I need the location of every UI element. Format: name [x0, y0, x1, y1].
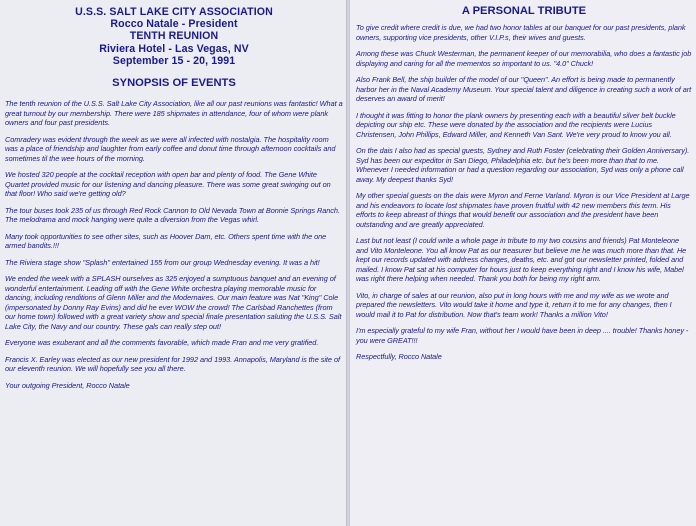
tribute-paragraph: To give credit where credit is due, we had two honor tables at our banquet for our past presidents, plank owners, supporting vice presidents, other V.I.P.s, their wives and guests.: [356, 23, 686, 42]
tribute-paragraph: Among these was Chuck Westerman, the permanent keeper of our memorabilia, who does a fantastic job displaying and caring for all the mementos so important to us. "4.0" Chuck!: [356, 49, 692, 68]
synopsis-paragraph: Francis X. Earley was elected as our new president for 1992 and 1993. Annapolis, Maryland is the site of our eleventh reunion. We will hopefully see you all there.: [5, 354, 340, 374]
reunion-title: TENTH REUNION: [129, 30, 219, 43]
left-page: [0, 0, 346, 526]
tribute-signature: Respectfully, Rocco Natale: [356, 352, 442, 361]
tribute-paragraph: I'm especially grateful to my wife Fran, without her I would have been in deep .... trouble! Thanks honey - you were GREAT!!!: [356, 326, 689, 345]
synopsis-paragraph: We ended the week with a SPLASH ourselves as 325 enjoyed a sumptuous banquet and an evening of wonderful entertainment. Leading off with the Gene White orchestra playing memorable music for dancing, including renditions of Glenn Miller and the Modernaires. Our main feature was Nat "King" Cole (impersonated by Donny Ray Evins) and did he ever WOW the crowd! The Carlsbad Ranchettes (from our home town) followed with a great variety show and special finale presentation saluting the U.S.S. Salt Lake City, the Navy and our country. These gals can really step out!: [5, 274, 342, 331]
synopsis-paragraph: We hosted 320 people at the cocktail reception with open bar and plenty of food. The Gene White Quartet provided music for our listening and dancing pleasure. There was some great swinging out on that floor! Who said we're getting old?: [5, 170, 331, 199]
synopsis-paragraph: Everyone was exuberant and all the comments favorable, which made Fran and me very gratified.: [5, 338, 319, 348]
synopsis-title: SYNOPSIS OF EVENTS: [112, 77, 236, 90]
right-page: [350, 0, 696, 526]
synopsis-signature: Your outgoing President, Rocco Natale: [5, 380, 130, 390]
tribute-paragraph: My other special guests on the dais were Myron and Ferne Varland. Myron is our Vice President at Large and his endeavors to locate lost shipmates have proven fruitful with 42 new members this term. His efforts to keep abreast of things that would benefit our association and the president have been outstanding and are greatly appreciated.: [356, 191, 690, 229]
date-line: September 15 - 20, 1991: [112, 54, 236, 67]
tribute-paragraph: Also Frank Bell, the ship builder of the model of our "Queen". An effort is being made to permanently harbor her in the Naval Academy Museum. Your special talent and diligence in creating such a work of art deserves an award of merit!: [356, 75, 692, 103]
president-line: Rocco Natale - President: [110, 18, 238, 31]
reunion-header: [5, 6, 343, 67]
synopsis-paragraph: The tour buses took 235 of us through Red Rock Cannon to Old Nevada Town at Bonnie Springs Ranch. The melodrama and mock hanging were quite a diversion from the Vegas whirl.: [5, 205, 340, 225]
venue-line: Riviera Hotel - Las Vegas, NV: [99, 42, 249, 55]
tribute-paragraph: Last but not least (I could write a whole page in tribute to my two cousins and friends) Pat Monteleone and Vito Monteleone. You all know Pat as our treasurer but believe me he was much more than that. He kept our records updated with address changes, deaths, etc. and got our newsletter printed, folded and mailed. I know Pat sat at his computer for hours just to keep everything right and I know his wife, Mabel was right there helping when needed. Thank you both for being my right arm.: [356, 236, 687, 283]
synopsis-paragraph: The Riviera stage show "Splash" entertained 155 from our group Wednesday evening. It was a hit!: [5, 257, 320, 267]
tribute-paragraph: I thought it was fitting to honor the plank owners by presenting each with a beautiful silver belt buckle depicting our ship etc. These were donated by the association and the recipients were Lucius Christensen, John Phillips, Edward Miller, and Kenneth Van Sant. We're very proud to know you all.: [356, 110, 676, 139]
tribute-paragraph: On the dais I also had as special guests, Sydney and Ruth Foster (celebrating their Golden Anniversary). Syd has been our expeditor in San Diego, Philadelphia etc. but he's been more than that to me. Whenever I needed information or had a question regarding our association, Syd was only a phone call away. My deepest thanks Syd!: [356, 146, 690, 184]
synopsis-paragraph: Comradery was evident through the week as we were all infected with nostalgia. The hospitality room was a place of friendship and laughter from early coffee and donut time through afternoon cocktails and sometimes til the wee hours of the morning.: [5, 134, 336, 163]
synopsis-paragraph: Many took opportunities to see other sites, such as Hoover Dam, etc. Others spent time with the one armed bandits.!!!: [5, 231, 327, 251]
tribute-paragraph: Vito, in charge of sales at our reunion, also put in long hours with me and my wife as we wrote and prepared the newsletters. Vito would take it home and type it, return it to me for any changes, then I would mail it to Pat for distribution. Now that's team work! Thanks a million Vito!: [356, 290, 672, 319]
association-name: U.S.S. SALT LAKE CITY ASSOCIATION: [75, 6, 273, 18]
tribute-title: A PERSONAL TRIBUTE: [461, 5, 587, 17]
synopsis-paragraph: The tenth reunion of the U.S.S. Salt Lake City Association, like all our past reunions was fantastic! What a great turnout by our membership. There were 185 shipmates in attendance, four of whom were plank owners and four past presidents.: [5, 99, 343, 128]
